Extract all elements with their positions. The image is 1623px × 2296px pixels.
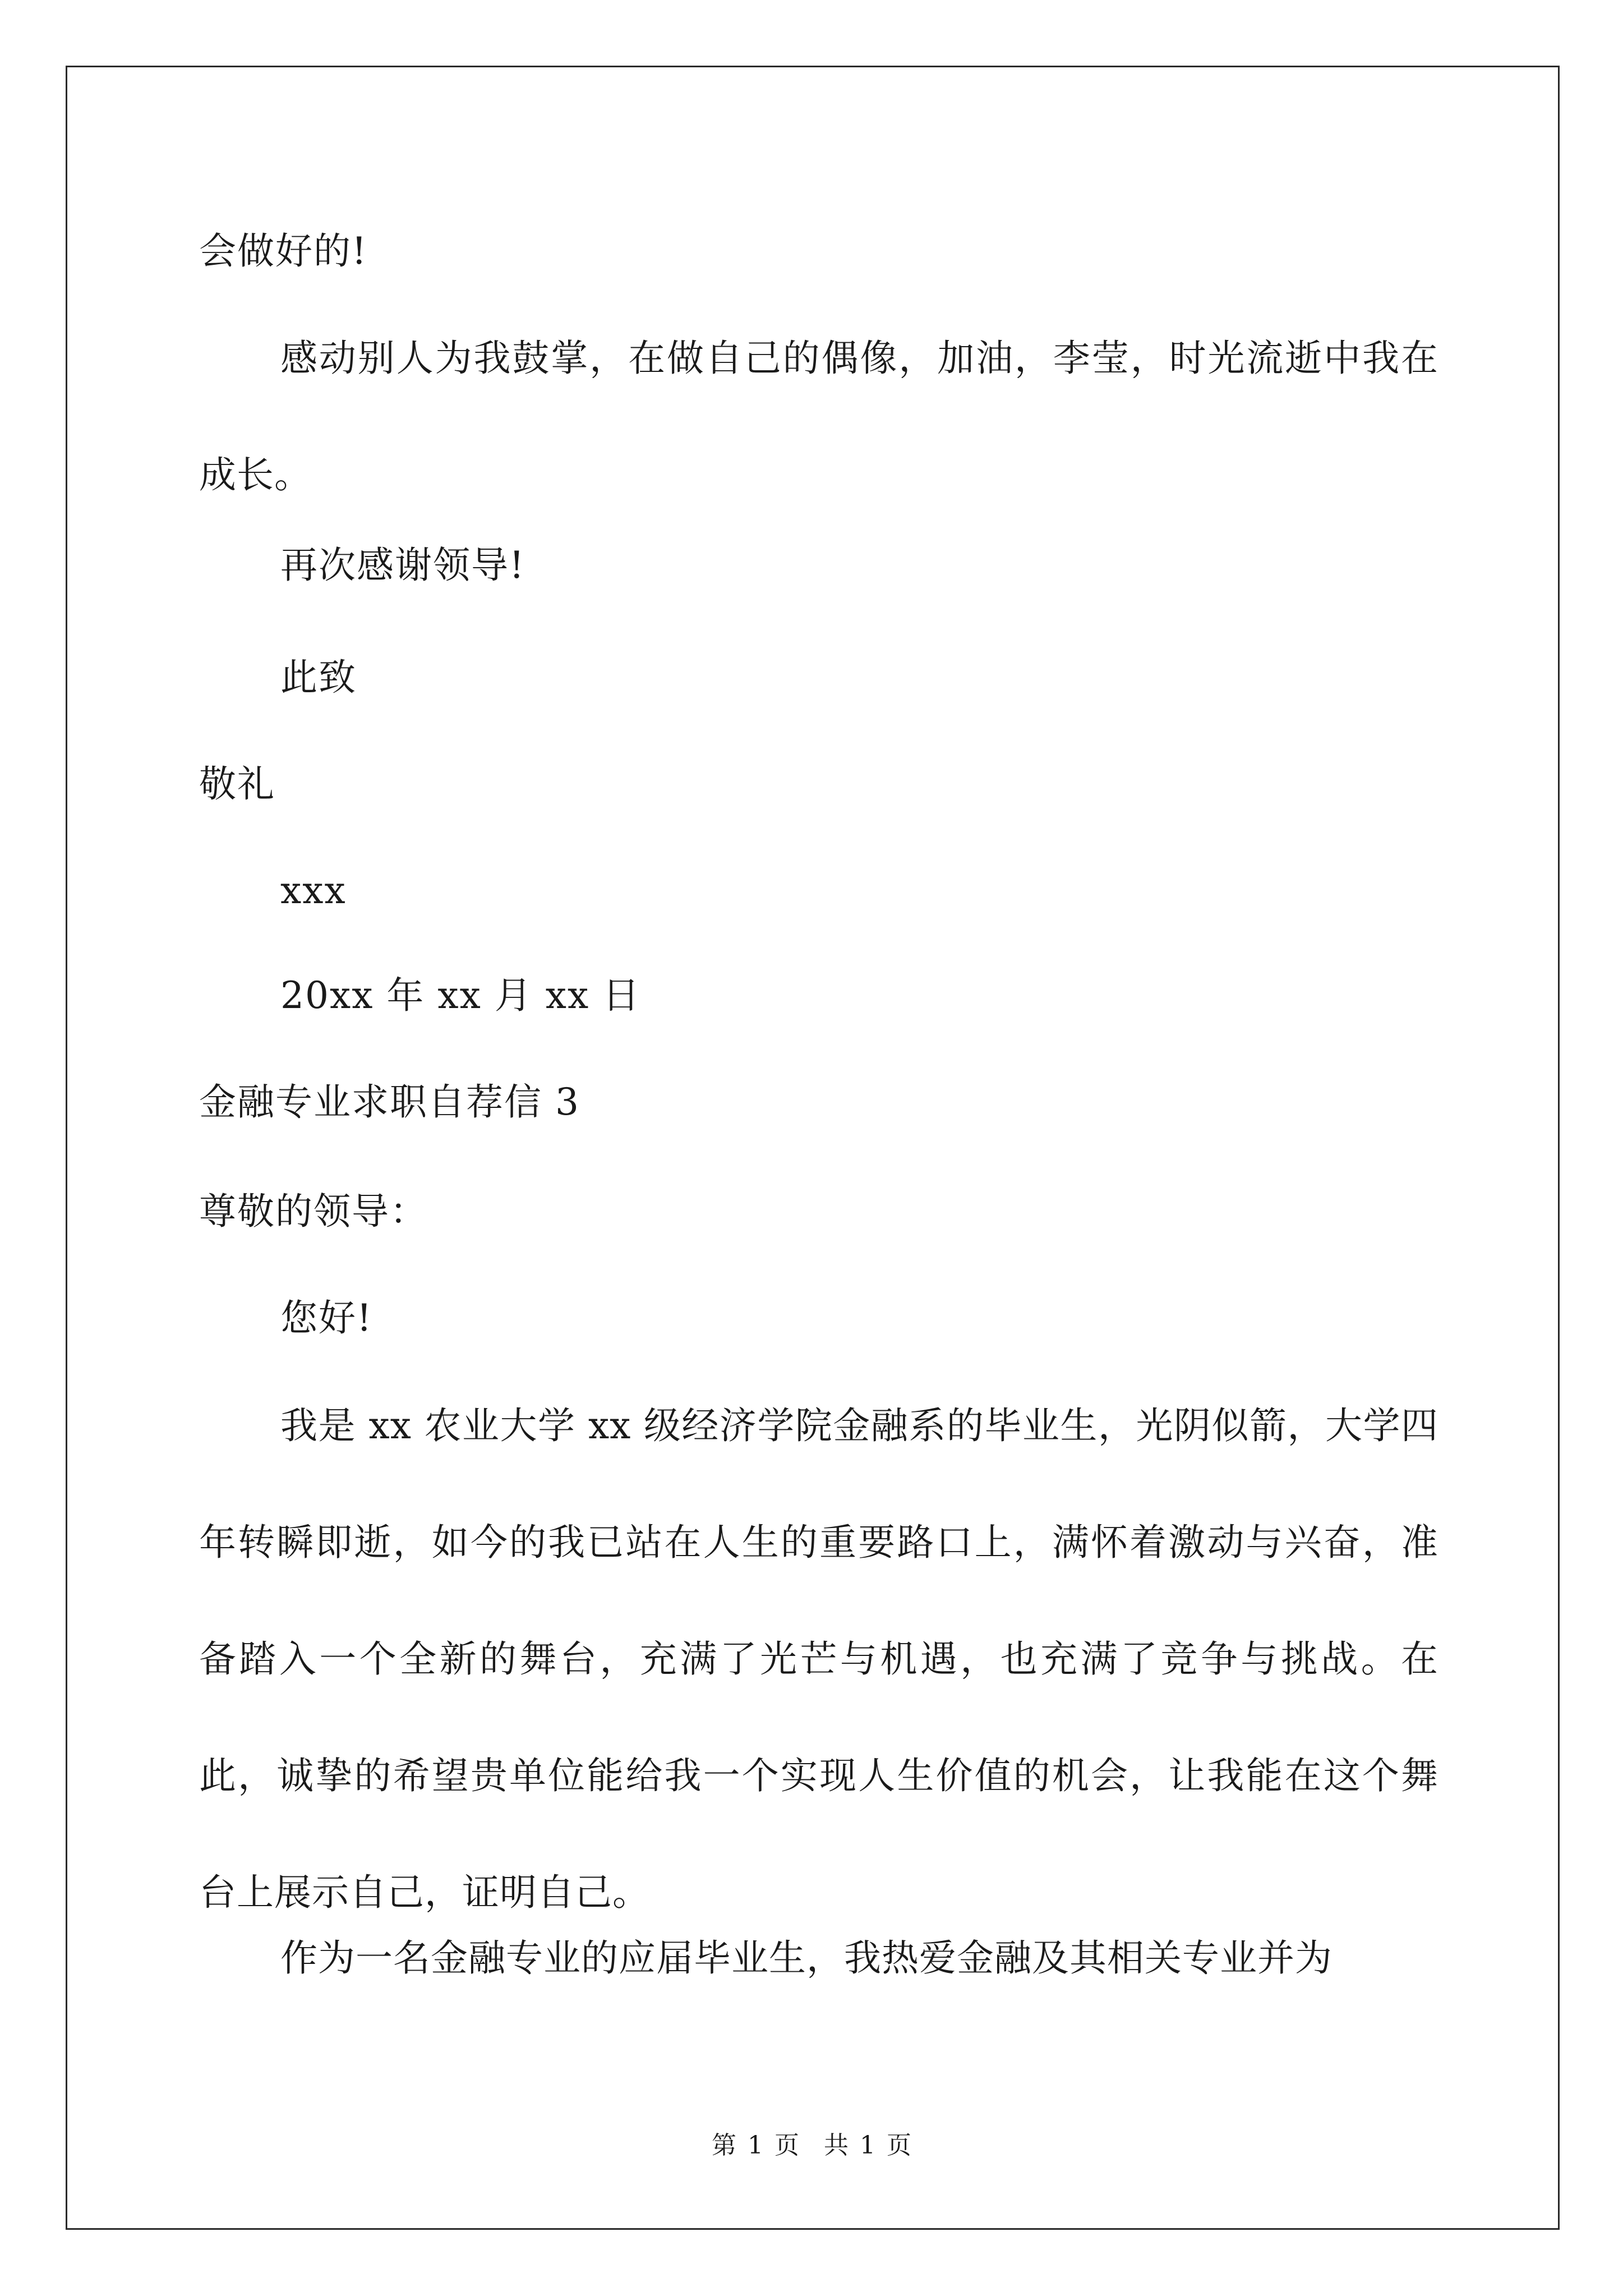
section-title: 金融专业求职自荐信 3 (199, 1080, 580, 1124)
text-line: 再次感谢领导! (280, 544, 525, 587)
paragraph-gratitude: 感动别人为我鼓掌，在做自己的偶像，加油，李莹，时光流逝中我在成长。 (199, 337, 1438, 496)
signature-date: 20xx 年 xx 月 xx 日 (280, 974, 641, 1017)
text-line: 会做好的! (199, 229, 368, 273)
signature-name: xxx (280, 869, 347, 912)
closing-regards: 敬礼 (199, 762, 275, 806)
paragraph-introduction: 我是 xx 农业大学 xx 级经济学院金融系的毕业生，光阴似箭，大学四年转瞬即逝，如今的我已站在人生的重要路口上，满怀着激动与兴奋，准备踏入一个全新的舞台，充满了光芒与机遇，也充满了竞争与挑战。在此，诚挚的希望贵单位能给我一个实现人生价值的机会，让我能在这个舞台上展示自己，证明自己。 (199, 1404, 1438, 1914)
paragraph-major: 作为一名金融专业的应届毕业生，我热爱金融及其相关专业并为 (280, 1936, 1332, 1980)
text-line: 您好! (280, 1296, 373, 1340)
greeting: 尊敬的领导： (199, 1190, 428, 1233)
page-footer: 第 1 页 共 1 页 (712, 2131, 911, 2160)
closing-salutation: 此致 (280, 656, 357, 699)
